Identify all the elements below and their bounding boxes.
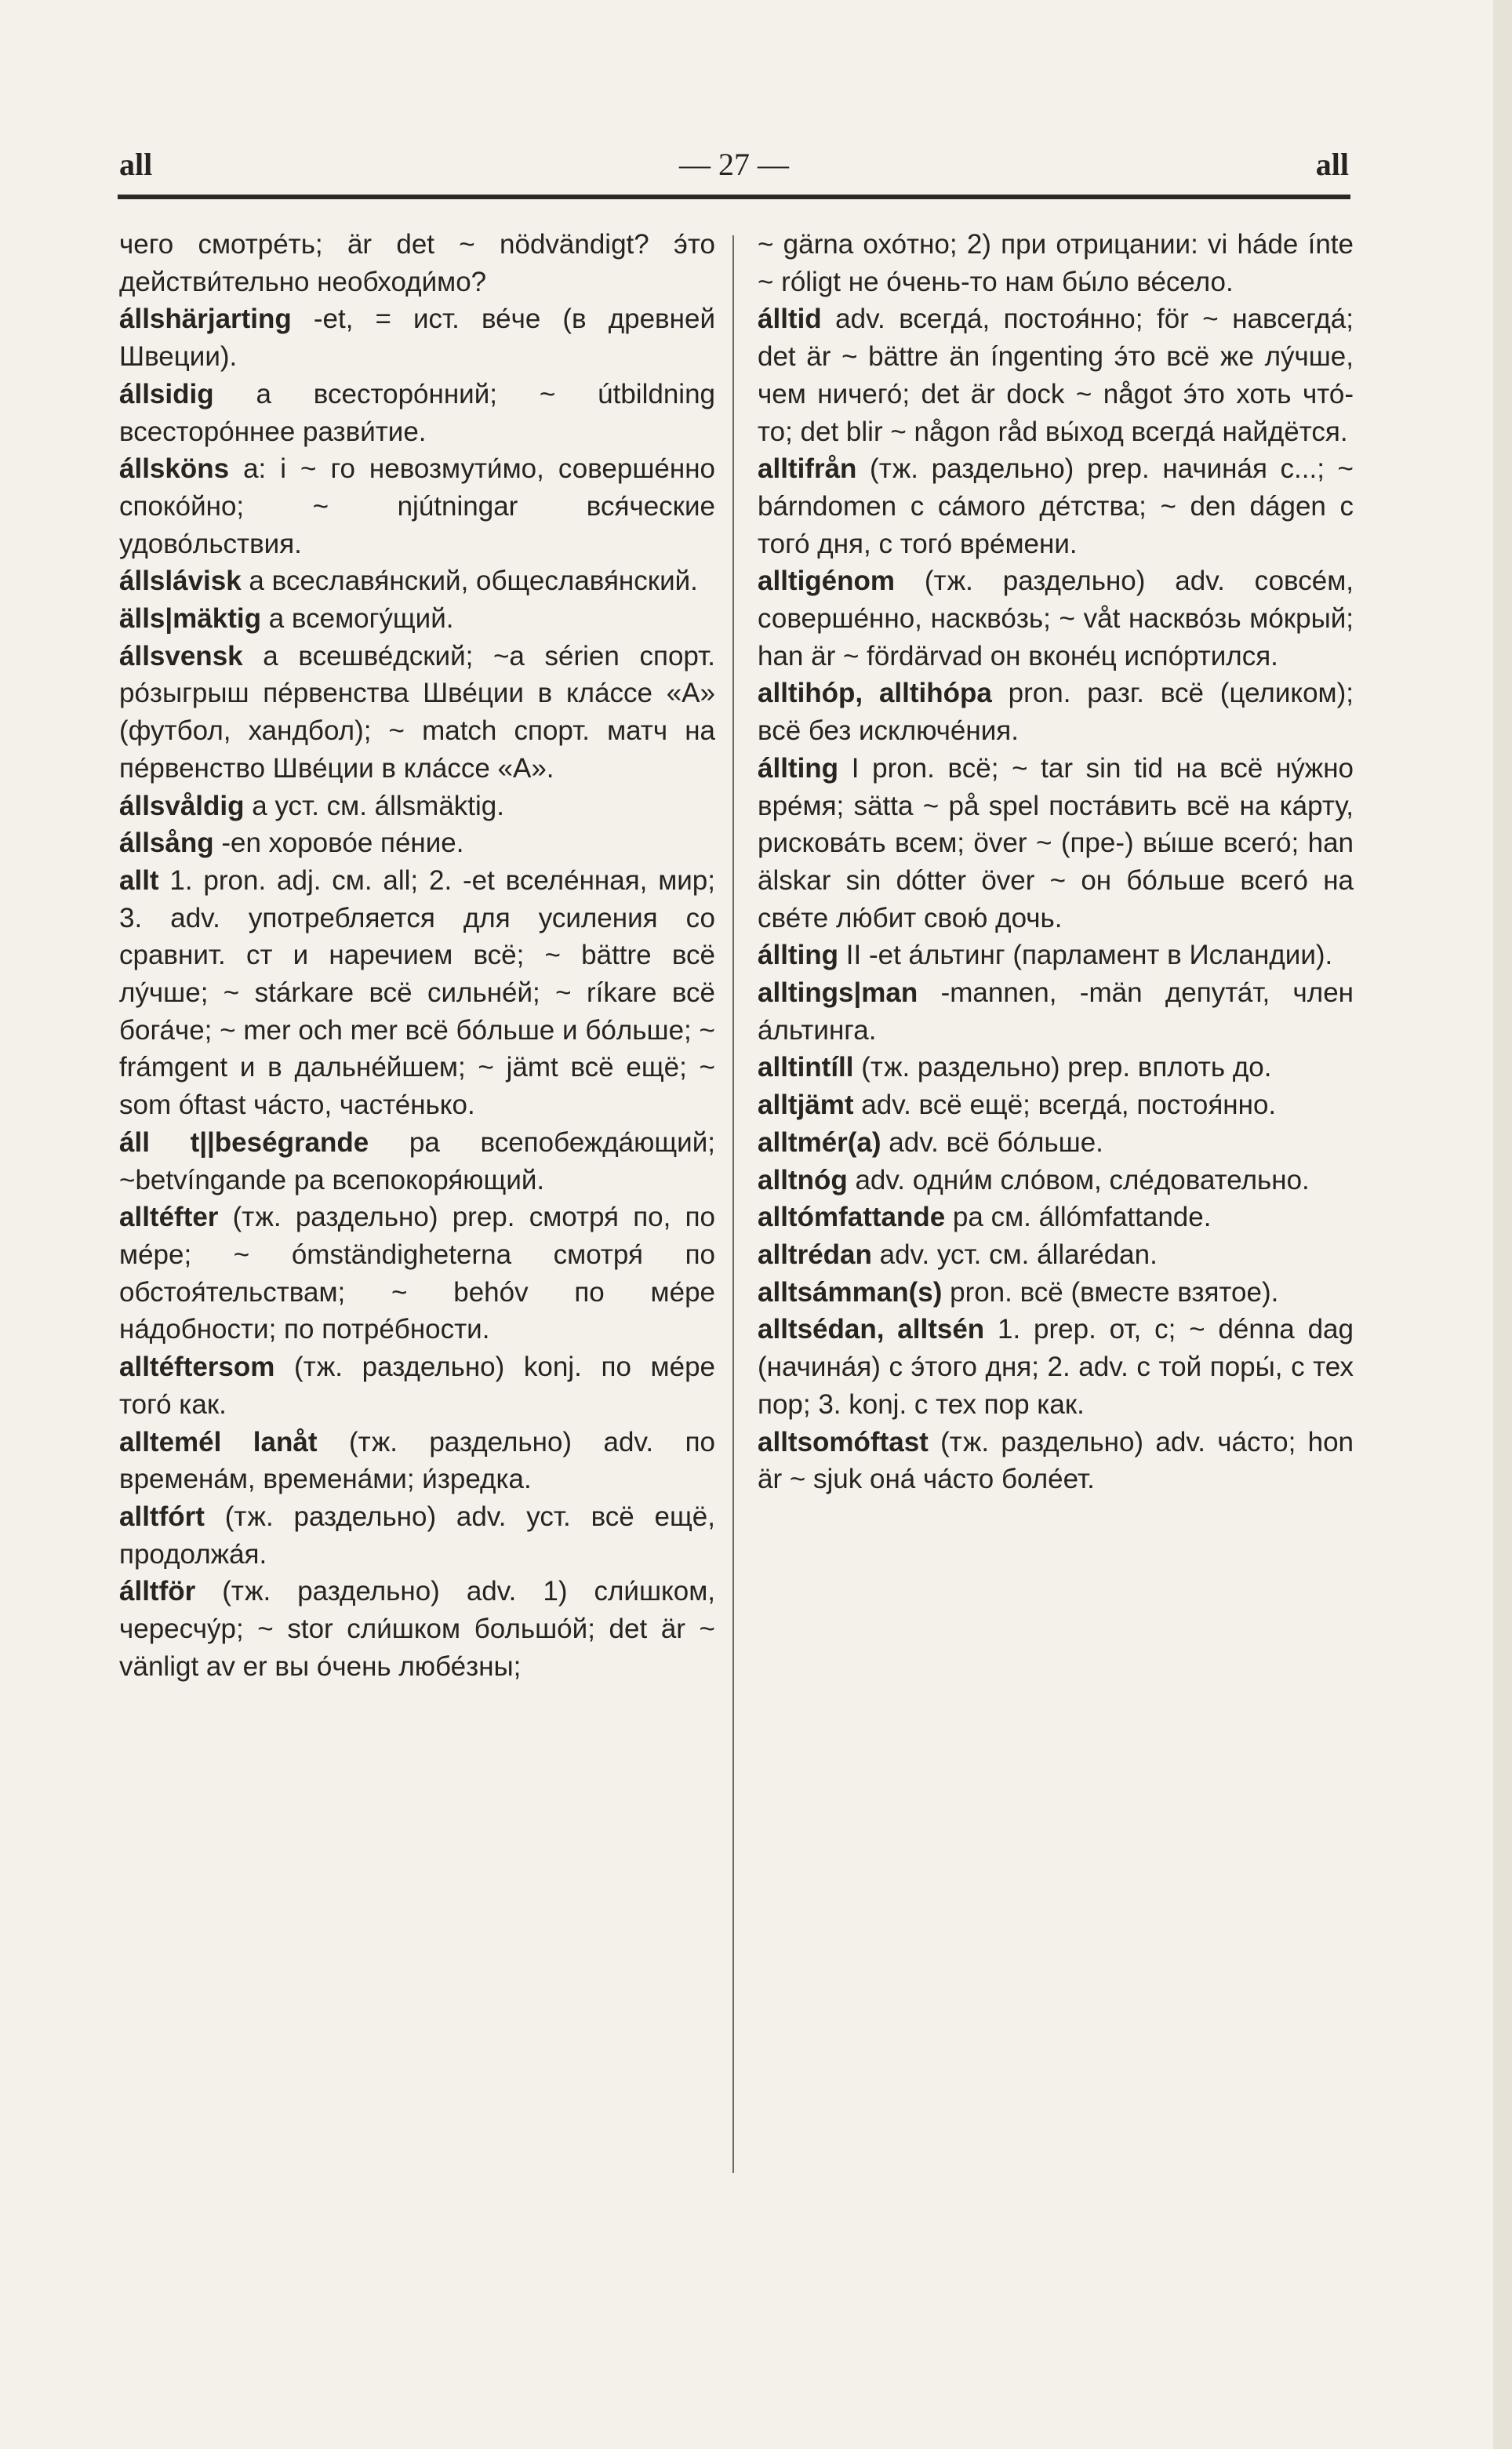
entry-definition: pron. всё (вместе взятое).	[942, 1276, 1279, 1308]
dictionary-entry	[758, 562, 1354, 675]
entry-definition: pa всепобежда́ющий; ~betvíngande pa всепокоря́ющий.	[119, 1126, 715, 1195]
entry-definition: pa см. állómfattande.	[945, 1202, 1212, 1233]
entry-definition: (тж. раздельно) adv. уст. всё ещё, продолжа́я.	[119, 1501, 715, 1570]
entry-definition: (тж. раздельно) konj. по ме́ре того́ как.	[119, 1352, 715, 1420]
entry-definition: 1. prep. от, с; ~ dénna dag (начина́я) с э́того дня; 2. adv. с той поры́, с тех пор; 3. konj. с тех пор как.	[758, 1314, 1354, 1420]
entry-definition: -en хорово́е пе́ние.	[213, 828, 464, 859]
entry-headword: alltéftersom	[119, 1352, 275, 1383]
dictionary-entry	[758, 1274, 1354, 1312]
entry-headword: alltsámman(s)	[758, 1276, 943, 1308]
entry-definition: (тж. раздельно) prep. вплоть до.	[853, 1052, 1272, 1083]
entry-headword: álltid	[758, 304, 822, 335]
entry-headword: allt	[119, 864, 159, 896]
entry-headword: alltrédan	[758, 1239, 872, 1270]
entry-definition: a уст. см. állsmäktig.	[244, 790, 504, 821]
entry-definition: -mannen, -män депута́т, член а́льтинга.	[758, 977, 1354, 1046]
dictionary-entry	[758, 1162, 1354, 1199]
entry-headword: állsång	[119, 828, 214, 859]
entry-headword: alltmér(a)	[758, 1126, 881, 1158]
entry-headword: álltför	[119, 1576, 196, 1607]
dictionary-entry	[119, 1199, 715, 1348]
entry-definition: adv. всё ещё; всегда́, постоя́нно.	[853, 1090, 1277, 1121]
dictionary-entry	[758, 300, 1354, 450]
header-right-guideword: all	[1315, 147, 1349, 182]
entry-definition: чего смотре́ть; är det ~ nödvändigt? э́то действи́тельно необходи́мо?	[119, 229, 715, 297]
entry-definition: a всемогу́щий.	[260, 603, 454, 635]
dictionary-entry	[119, 1124, 715, 1199]
dictionary-entry	[119, 638, 715, 788]
entry-headword: állsköns	[119, 453, 230, 485]
entry-headword: alltihóp, alltihópa	[758, 678, 992, 709]
column-divider	[732, 235, 734, 2173]
left-column	[119, 226, 715, 1685]
dictionary-entry	[119, 862, 715, 1124]
dictionary-entry	[758, 1424, 1354, 1498]
entry-headword: áll t||beségrande	[119, 1126, 369, 1158]
header-left-guideword: all	[119, 147, 153, 182]
dictionary-entry	[119, 1498, 715, 1573]
entry-headword: älls|mäktig	[119, 603, 261, 635]
entry-headword: alltemél lanåt	[119, 1426, 318, 1457]
entry-definition: (тж. раздельно) prep. смотря́ по, по ме́ре; ~ ómständigheterna смотря́ по обстоя́тельствам; ~ behóv по ме́ре на́добности; по потре́бности.	[119, 1202, 715, 1345]
dictionary-entry	[758, 1049, 1354, 1086]
entry-headword: alltómfattande	[758, 1202, 946, 1233]
entry-definition: adv. всё бо́льше.	[881, 1126, 1103, 1158]
dictionary-entry	[758, 1236, 1354, 1274]
entry-definition: -et, = ист. ве́че (в древней Швеции).	[119, 304, 715, 373]
entry-headword: állsvensk	[119, 640, 243, 671]
entry-headword: alltjämt	[758, 1090, 854, 1121]
entry-definition: (тж. раздельно) adv. ча́сто; hon är ~ sjuk она́ ча́сто боле́ет.	[758, 1426, 1354, 1495]
entry-headword: alltings|man	[758, 977, 918, 1009]
entry-headword: alltnóg	[758, 1164, 848, 1195]
entry-headword: alltigénom	[758, 566, 896, 597]
entry-definition: a всесторо́нний; ~ útbildning всесторо́ннее разви́тие.	[119, 378, 715, 447]
entry-definition: 1. pron. adj. см. all; 2. -et вселе́нная, мир; 3. adv. употребляется для усиления со сравнит. ст и наречием всё; ~ bättre всё лу́чше; ~ stárkare всё сильне́й; ~ ríkare всё бога́че; ~ mer och mer всё бо́льше и бо́льше; ~ frámgent и в дальне́йшем; ~ jämt всё ещё; ~ som óftast ча́сто, часте́нько.	[119, 864, 715, 1121]
entry-headword: állsvåldig	[119, 790, 245, 821]
page-number: — 27 —	[679, 147, 789, 182]
dictionary-entry	[758, 937, 1354, 974]
header-rule	[118, 195, 1350, 199]
entry-definition: (тж. раздельно) adv. совсе́м, соверше́нно, наскво́зь; ~ våt наскво́зь мо́крый; han är ~ fördärvad он вконе́ц испо́ртился.	[758, 566, 1354, 671]
dictionary-entry	[758, 675, 1354, 749]
dictionary-entry	[758, 1124, 1354, 1162]
dictionary-entry	[119, 376, 715, 450]
dictionary-entry	[758, 1311, 1354, 1423]
page-header	[119, 141, 1349, 191]
dictionary-entry	[758, 450, 1354, 562]
entry-definition: I pron. всё; ~ tar sin tid на всё ну́жно вре́мя; sätta ~ på spel поста́вить всё на ка́рту, рискова́ть всем; över ~ (пре-) вы́ше всего́; han älskar sin dótter över ~ он бо́льше всего́ на све́те лю́бит свою́ дочь.	[758, 752, 1354, 933]
dictionary-entry	[119, 300, 715, 375]
entry-headword: alltéfter	[119, 1202, 219, 1233]
dictionary-entry	[758, 750, 1354, 937]
entry-definition: (тж. раздельно) adv. по времена́м, времена́ми; и́зредка.	[119, 1426, 715, 1495]
entry-definition: a: i ~ го невозмути́мо, соверше́нно споко́йно; ~ njútningar вся́ческие удово́льствия.	[119, 453, 715, 559]
entry-headword: alltsomóftast	[758, 1426, 929, 1457]
entry-headword: alltfórt	[119, 1501, 205, 1532]
entry-definition: ~ gärna охо́тно; 2) при отрицании: vi háde ínte ~ róligt не о́чень-то нам бы́ло ве́село.	[758, 229, 1354, 297]
dictionary-entry	[758, 226, 1354, 300]
entry-definition: a всеславя́нский, общеславя́нский.	[241, 566, 698, 597]
right-column	[758, 226, 1354, 1498]
entry-definition: (тж. раздельно) prep. начина́я с...; ~ bárndomen с са́мого де́тства; ~ den dágen с того́ дня, с того́ вре́мени.	[758, 453, 1354, 559]
dictionary-entry	[119, 1573, 715, 1685]
entry-headword: alltifrån	[758, 453, 857, 485]
dictionary-entry	[119, 226, 715, 300]
dictionary-entry	[758, 974, 1354, 1049]
entry-headword: állting	[758, 752, 839, 784]
dictionary-entry	[119, 562, 715, 600]
dictionary-entry	[119, 824, 715, 862]
dictionary-entry	[758, 1199, 1354, 1236]
entry-headword: állsidig	[119, 378, 214, 409]
entry-headword: állslávisk	[119, 566, 242, 597]
entry-definition: adv. уст. см. állarédan.	[871, 1239, 1158, 1270]
page-edge	[1493, 0, 1512, 2449]
entry-definition: pron. разг. всё (целиком); всё без исключе́ния.	[758, 678, 1354, 747]
dictionary-entry	[758, 1086, 1354, 1124]
entry-headword: alltsédan, alltsén	[758, 1314, 985, 1345]
entry-headword: alltintíll	[758, 1052, 854, 1083]
entry-definition: (тж. раздельно) adv. 1) сли́шком, чересчу́р; ~ stor сли́шком большо́й; det är ~ vänligt av er вы о́чень любе́зны;	[119, 1576, 715, 1682]
entry-headword: állshärjarting	[119, 304, 292, 335]
entry-definition: adv. одни́м сло́вом, сле́довательно.	[847, 1164, 1310, 1195]
entry-definition: adv. всегда́, постоя́нно; för ~ навсегда́; det är ~ bättre än íngenting э́то всё же лу́чше, чем ничего́; det är dock ~ något э́то хоть что́-то; det blir ~ någon råd вы́ход всегда́ найдётся.	[758, 304, 1354, 447]
entry-definition: II -et а́льтинг (парламент в Исландии).	[838, 940, 1333, 971]
entry-definition: a всешве́дский; ~a sérien спорт. ро́зыгрыш пе́рвенства Шве́ции в кла́ссе «А» (футбол, хандбол); ~ match спорт. матч на пе́рвенство Шве́ции в кла́ссе «А».	[119, 640, 715, 784]
dictionary-entry	[119, 1348, 715, 1423]
dictionary-entry	[119, 788, 715, 825]
dictionary-entry	[119, 600, 715, 638]
dictionary-entry	[119, 450, 715, 562]
entry-headword: állting	[758, 940, 839, 971]
dictionary-entry	[119, 1424, 715, 1498]
